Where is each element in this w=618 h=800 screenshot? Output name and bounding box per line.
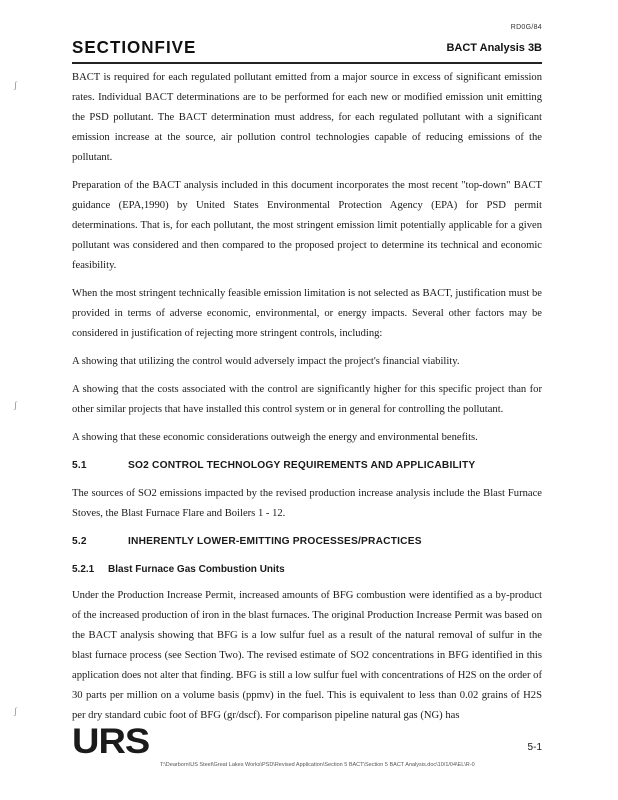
margin-mark: ʃ [14, 80, 17, 90]
paragraph: A showing that utilizing the control would adversely impact the project's financial viability. [72, 356, 460, 367]
margin-mark: ʃ [14, 706, 17, 716]
document-id: RD0G/84 [510, 24, 542, 31]
section-number: 5.1 [72, 460, 87, 471]
section-title: SECTIONFIVE [72, 37, 197, 58]
section-subject: BACT Analysis 3B [446, 42, 542, 54]
subsection-number: 5.2.1 [72, 564, 95, 575]
paragraph: Under the Production Increase Permit, increased amounts of BFG combustion were identified as a by-product of the increased production of iron in the blast furnaces. The original Production Increase Permit was based on the BACT analysis showing that BFG is a low sulfur fuel as a result of the natural removal of sulfur in the blast furnace process (see Section Two). The revised estimate of SO2 concentrations in BFG identified in this application does not alter that finding. BFG is still a low sulfur fuel with concentrations of H2S on the order of 30 parts per million on a volume basis (ppmv) in the fuel. This is equivalent to less than 0.02 grains of H2S per dry standard cubic foot of BFG (gr/dscf). For comparison pipeline natural gas (NG) has [72, 590, 542, 721]
paragraph: A showing that these economic considerations outweigh the energy and environmental benefits. [72, 432, 478, 443]
paragraph: The sources of SO2 emissions impacted by the revised production increase analysis include the Blast Furnace Stoves, the Blast Furnace Flare and Boilers 1 - 12. [72, 488, 542, 519]
urs-logo: URS [72, 722, 150, 762]
section-heading-title: INHERENTLY LOWER-EMITTING PROCESSES/PRACTICES [128, 536, 422, 547]
paragraph: A showing that the costs associated with the control are significantly higher for this specific project than for other similar projects that have installed this control system or in general for controlling the pollutant. [72, 384, 542, 415]
section-heading-title: SO2 CONTROL TECHNOLOGY REQUIREMENTS AND APPLICABILITY [128, 460, 476, 471]
page-number: 5-1 [527, 742, 542, 753]
document-body [72, 68, 542, 734]
footer-file-path: T:\Dearborn\US Steel\Great Lakes Works\PSD\Revised Application\Section 5 BACT\Section 5 BACT Analysis.doc\10/1/04\EL\R-0 [160, 762, 475, 768]
margin-mark: ʃ [14, 400, 17, 410]
subsection-heading-title: Blast Furnace Gas Combustion Units [108, 564, 285, 575]
subsection-heading [72, 560, 542, 580]
paragraph: Preparation of the BACT analysis included in this document incorporates the most recent "top-down" BACT guidance (EPA,1990) by United States Environmental Protection Agency (EPA) for PSD permit determinations. That is, for each pollutant, the most stringent emission limit potentially applicable for a given pollutant was considered and then compared to the proposed project to determine its technical and economic feasibility. [72, 180, 542, 271]
paragraph: When the most stringent technically feasible emission limitation is not selected as BACT, justification must be provided in terms of adverse economic, environmental, or energy impacts. Several other factors may be considered in justification of rejecting more stringent controls, including: [72, 288, 542, 339]
paragraph: BACT is required for each regulated pollutant emitted from a major source in excess of significant emission rates. Individual BACT determinations are to be performed for each new or modified emission unit emitting the PSD pollutant. The BACT determination must address, for each regulated pollutant with a significant emission increase at the source, air pollution control technologies capable of reducing emissions of the pollutant. [72, 72, 542, 163]
section-heading [72, 532, 542, 552]
section-number: 5.2 [72, 536, 87, 547]
section-heading [72, 456, 542, 476]
header-rule [72, 62, 542, 64]
